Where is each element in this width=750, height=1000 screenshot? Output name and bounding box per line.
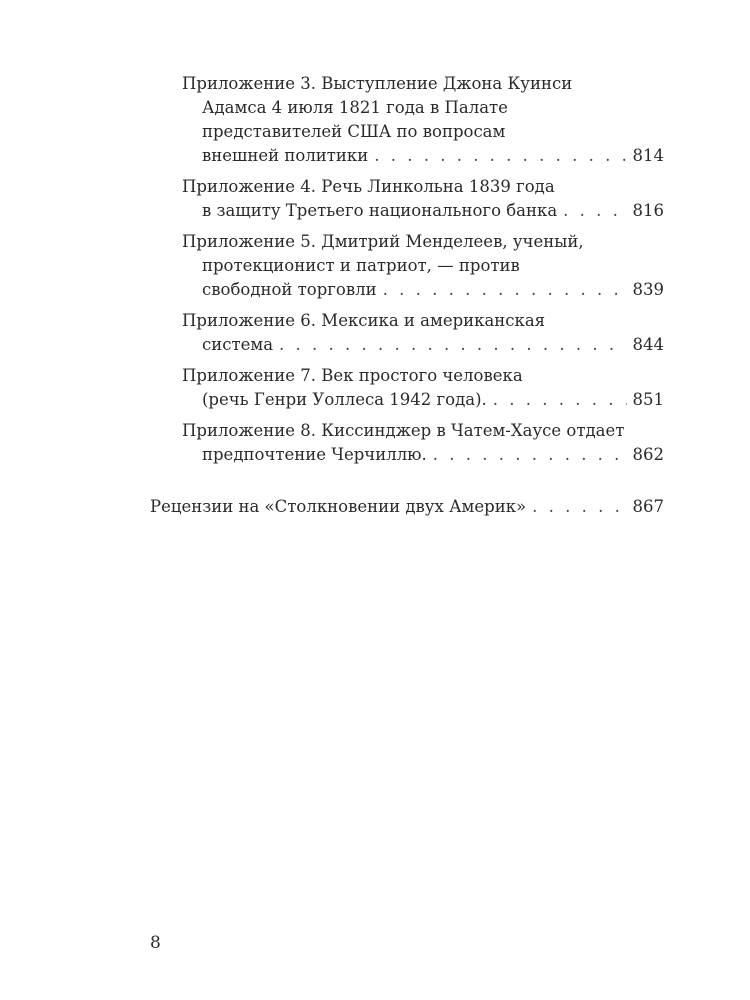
toc-page-number: 844	[632, 335, 664, 354]
toc-entry-appendix-3[interactable]	[150, 72, 664, 168]
dot-leader	[563, 199, 626, 223]
dot-leader	[433, 443, 627, 467]
toc-entry-title-line: Приложение 4. Речь Линкольна 1839 года	[182, 177, 555, 196]
toc-page-number: 867	[632, 497, 664, 516]
dot-leader	[493, 388, 627, 412]
toc-entry-title-line: Приложение 3. Выступление Джона Куинси	[182, 74, 573, 93]
toc-page-number: 816	[632, 201, 664, 220]
toc-entry-title-line: свободной торговли	[202, 280, 377, 299]
toc-entry-last-line	[182, 443, 664, 467]
toc-page-number: 839	[632, 280, 664, 299]
toc-entry-title-line: предпочтение Черчиллю.	[202, 445, 427, 464]
toc-page-number: 814	[632, 146, 664, 165]
toc-entry-title-line: Приложение 5. Дмитрий Менделеев, ученый,	[182, 232, 584, 251]
toc-entry-title-line: Приложение 6. Мексика и американская	[182, 311, 546, 330]
dot-leader	[383, 278, 627, 302]
toc-entry-title-line: в защиту Третьего национального банка	[202, 201, 558, 220]
toc-entry-last-line	[182, 388, 664, 412]
toc-entry-title-line: (речь Генри Уоллеса 1942 года).	[202, 390, 487, 409]
dot-leader	[374, 144, 626, 168]
toc-entry-title-line: Адамса 4 июля 1821 года в Палате	[202, 98, 508, 117]
table-of-contents	[150, 72, 664, 519]
toc-entry-appendix-4[interactable]	[150, 175, 664, 223]
toc-page-number: 851	[632, 390, 664, 409]
toc-entry-last-line	[150, 495, 664, 519]
toc-entry-title-line: протекционист и патриот, — против	[202, 256, 520, 275]
toc-entry-last-line	[182, 144, 664, 168]
toc-entry-last-line	[182, 278, 664, 302]
toc-entry-title-line: система	[202, 335, 274, 354]
toc-entry-last-line	[182, 333, 664, 357]
page-number: 8	[150, 933, 161, 953]
toc-entry-reviews[interactable]	[150, 495, 664, 519]
toc-entry-title-line: Приложение 8. Киссинджер в Чатем-Хаусе отдает	[182, 421, 625, 440]
toc-entry-appendix-6[interactable]	[150, 309, 664, 357]
dot-leader	[532, 495, 626, 519]
toc-entry-appendix-5[interactable]	[150, 230, 664, 302]
toc-entry-title-line: Рецензии на «Столкновении двух Америк»	[150, 497, 527, 516]
toc-entry-title-line: внешней политики	[202, 146, 369, 165]
toc-entry-title-line: Приложение 7. Век простого человека	[182, 366, 523, 385]
toc-entry-last-line	[182, 199, 664, 223]
dot-leader	[279, 333, 626, 357]
toc-page-number: 862	[632, 445, 664, 464]
toc-entry-title-line: представителей США по вопросам	[202, 122, 506, 141]
toc-entry-appendix-7[interactable]	[150, 364, 664, 412]
toc-entry-appendix-8[interactable]	[150, 419, 664, 467]
